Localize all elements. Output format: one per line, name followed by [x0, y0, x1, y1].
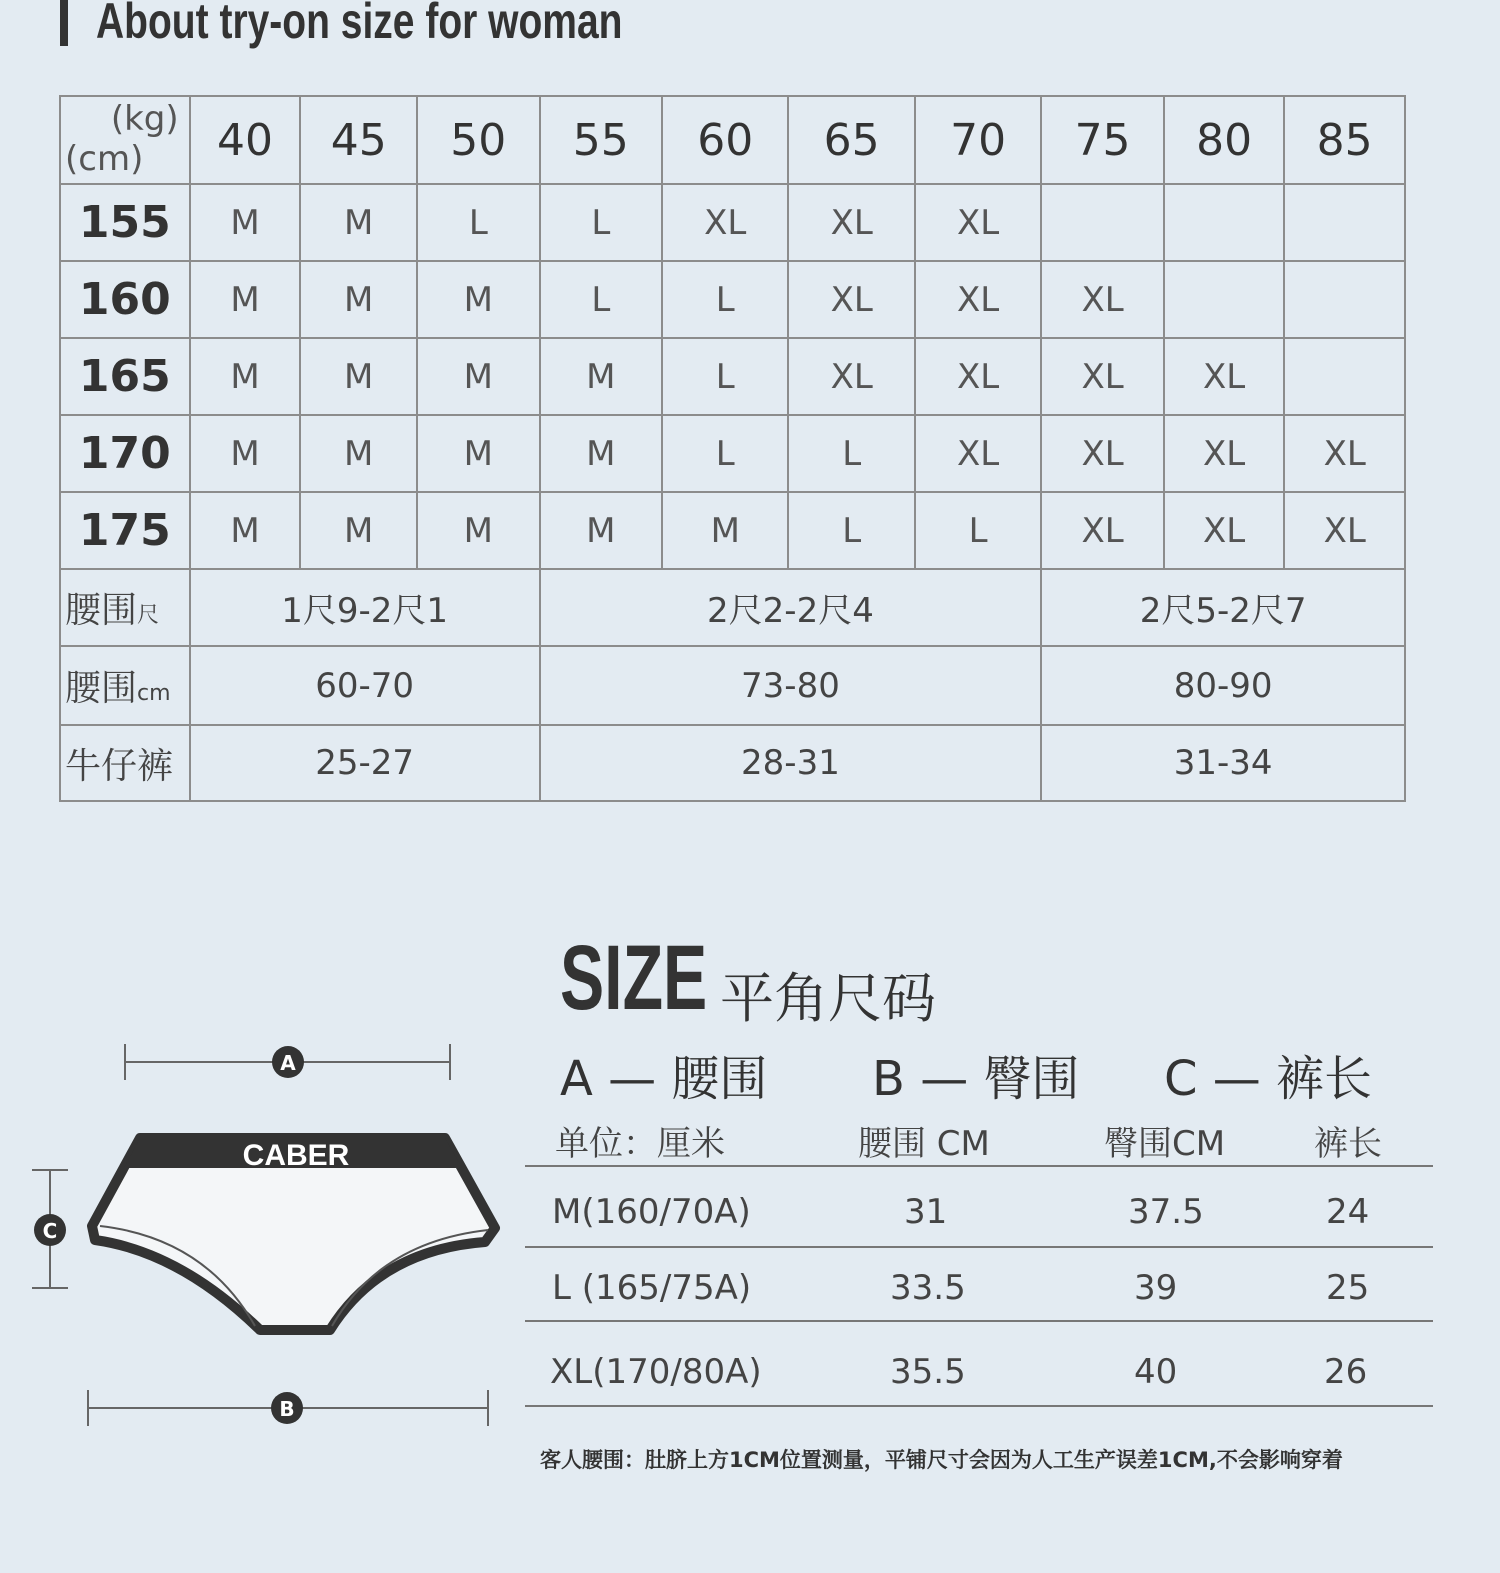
size-cell: M — [190, 184, 301, 261]
size-cell: M — [190, 492, 301, 569]
height-label: 155 — [60, 184, 190, 261]
size-cell: M — [540, 415, 663, 492]
size-cell: M — [540, 492, 663, 569]
size-heading: SIZE — [560, 927, 708, 1029]
size-cell: XL — [1041, 415, 1164, 492]
size-cell: M — [300, 492, 417, 569]
jeans-range: 31-34 — [1041, 725, 1405, 801]
jeans-row — [60, 725, 1405, 801]
size-cell: L — [662, 261, 788, 338]
size-cell: XL — [915, 184, 1041, 261]
size-matrix-table — [59, 95, 1406, 802]
waist-cm-unit: cm — [137, 681, 171, 706]
row-hip: 37.5 — [1128, 1192, 1204, 1232]
size-cell: L — [788, 415, 914, 492]
size-cell: M — [300, 338, 417, 415]
title-accent-bar — [60, 0, 68, 46]
size-cell: XL — [915, 338, 1041, 415]
size-cell: XL — [1164, 492, 1285, 569]
size-cell: L — [540, 261, 663, 338]
matrix-header-row — [60, 96, 1405, 184]
size-cell: M — [300, 261, 417, 338]
height-label: 175 — [60, 492, 190, 569]
size-subheading: 平角尺码 — [720, 967, 936, 1030]
matrix-corner-cell — [60, 96, 190, 184]
size-cell: XL — [915, 415, 1041, 492]
height-label: 165 — [60, 338, 190, 415]
row-waist: 31 — [904, 1192, 948, 1232]
legend-c: C — 裤长 — [1164, 1051, 1373, 1107]
size-cell: L — [417, 184, 540, 261]
marker-a-label: A — [280, 1051, 296, 1075]
brand-logo: CABER — [242, 1139, 350, 1172]
waist-chi-row — [60, 569, 1405, 646]
size-cell: XL — [1284, 415, 1405, 492]
underwear-diagram — [0, 1030, 520, 1450]
waist-cm-range: 73-80 — [540, 646, 1042, 725]
page-title: About try-on size for woman — [96, 0, 623, 49]
row-size: XL(170/80A) — [550, 1352, 762, 1392]
row-length: 26 — [1324, 1352, 1368, 1392]
size-cell: L — [662, 415, 788, 492]
size-cell: M — [300, 184, 417, 261]
size-cell: XL — [915, 261, 1041, 338]
size-cell: M — [662, 492, 788, 569]
weight-header: 40 — [190, 96, 301, 184]
height-label: 160 — [60, 261, 190, 338]
size-cell: M — [190, 261, 301, 338]
size-cell: XL — [788, 338, 914, 415]
waist-chi-range: 1尺9-2尺1 — [190, 569, 540, 646]
weight-header: 80 — [1164, 96, 1285, 184]
waist-cm-row — [60, 646, 1405, 725]
weight-header: 75 — [1041, 96, 1164, 184]
size-cell: M — [417, 261, 540, 338]
size-cell: M — [190, 338, 301, 415]
waist-chi-unit: 尺 — [137, 603, 160, 628]
size-cell — [1284, 338, 1405, 415]
table-row — [60, 492, 1405, 569]
row-length: 25 — [1326, 1268, 1370, 1308]
waist-chi-label — [60, 569, 190, 646]
table-row — [60, 261, 1405, 338]
table-row — [60, 338, 1405, 415]
size-cell — [1041, 184, 1164, 261]
header-unit: 单位：厘米 — [555, 1124, 725, 1164]
waist-chi-label-text: 腰围 — [65, 590, 138, 631]
header-waist: 腰围 CM — [858, 1124, 990, 1164]
size-cell: XL — [1284, 492, 1405, 569]
size-cell: L — [662, 338, 788, 415]
weight-header: 45 — [300, 96, 417, 184]
waist-cm-label — [60, 646, 190, 725]
divider — [525, 1405, 1433, 1407]
legend-a: A — 腰围 — [560, 1051, 768, 1107]
unit-kg-label: (kg) — [110, 99, 179, 139]
weight-header: 55 — [540, 96, 663, 184]
row-waist: 33.5 — [890, 1268, 966, 1308]
header-length: 裤长 — [1314, 1124, 1382, 1164]
weight-header: 65 — [788, 96, 914, 184]
row-hip: 40 — [1134, 1352, 1178, 1392]
measurement-note: 客人腰围：肚脐上方1CM位置测量，平铺尺寸会因为人工生产误差1CM,不会影响穿着 — [540, 1448, 1343, 1472]
waist-cm-range: 60-70 — [190, 646, 540, 725]
size-cell: L — [915, 492, 1041, 569]
size-cell: XL — [1041, 338, 1164, 415]
jeans-range: 28-31 — [540, 725, 1042, 801]
size-cell: XL — [662, 184, 788, 261]
divider — [525, 1320, 1433, 1322]
size-cell: L — [540, 184, 663, 261]
size-cell: XL — [1164, 415, 1285, 492]
weight-header: 70 — [915, 96, 1041, 184]
size-cell — [1164, 261, 1285, 338]
size-cell — [1164, 184, 1285, 261]
row-hip: 39 — [1134, 1268, 1178, 1308]
row-size: L (165/75A) — [552, 1268, 752, 1308]
row-length: 24 — [1326, 1192, 1370, 1232]
weight-header: 60 — [662, 96, 788, 184]
size-cell: M — [417, 415, 540, 492]
jeans-range: 25-27 — [190, 725, 540, 801]
size-cell: XL — [788, 261, 914, 338]
waist-cm-range: 80-90 — [1041, 646, 1405, 725]
size-cell: M — [417, 338, 540, 415]
size-cell: M — [300, 415, 417, 492]
divider — [525, 1165, 1433, 1167]
jeans-label: 牛仔裤 — [60, 725, 190, 801]
size-cell: XL — [788, 184, 914, 261]
unit-cm-label: (cm) — [65, 139, 144, 179]
divider — [525, 1246, 1433, 1248]
size-cell — [1284, 184, 1405, 261]
table-row — [60, 415, 1405, 492]
waist-cm-label-text: 腰围 — [65, 668, 138, 709]
height-label: 170 — [60, 415, 190, 492]
waist-chi-range: 2尺2-2尺4 — [540, 569, 1042, 646]
size-cell — [1284, 261, 1405, 338]
size-cell: M — [540, 338, 663, 415]
size-cell: M — [190, 415, 301, 492]
size-cell: XL — [1041, 261, 1164, 338]
row-size: M(160/70A) — [552, 1192, 751, 1232]
size-cell: L — [788, 492, 914, 569]
marker-b-label: B — [279, 1397, 295, 1421]
weight-header: 50 — [417, 96, 540, 184]
legend-b: B — 臀围 — [872, 1051, 1080, 1107]
size-cell: XL — [1164, 338, 1285, 415]
table-row — [60, 184, 1405, 261]
waist-chi-range: 2尺5-2尺7 — [1041, 569, 1405, 646]
size-cell: M — [417, 492, 540, 569]
weight-header: 85 — [1284, 96, 1405, 184]
row-waist: 35.5 — [890, 1352, 966, 1392]
size-cell: XL — [1041, 492, 1164, 569]
marker-c-label: C — [42, 1219, 58, 1243]
header-hip: 臀围CM — [1104, 1124, 1226, 1164]
